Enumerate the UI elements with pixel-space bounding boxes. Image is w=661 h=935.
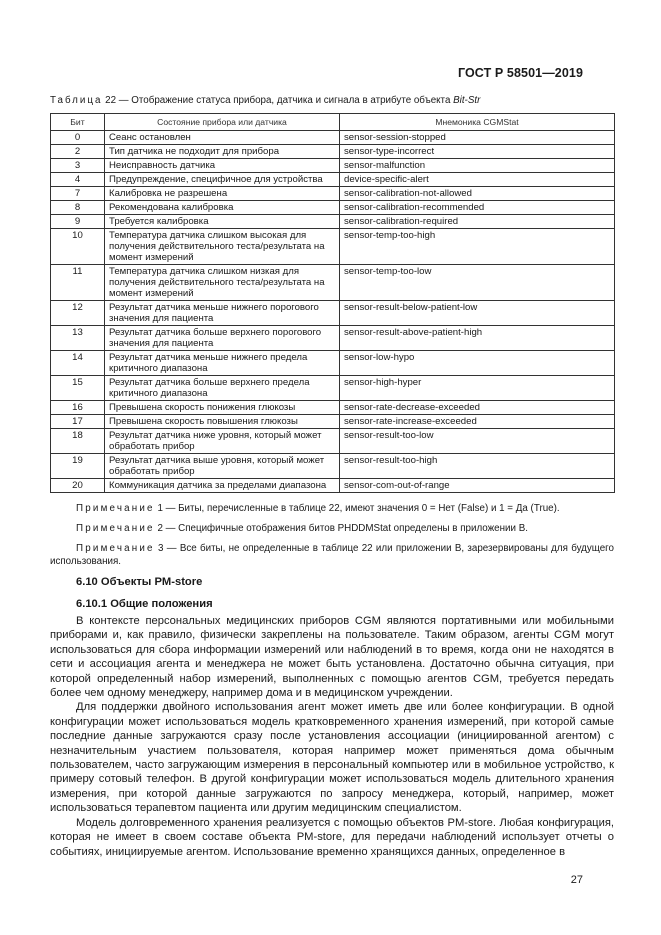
table-row [51,351,615,376]
column-header-mnemonic: Мнемоника CGMStat [340,114,615,131]
bit-cell: 7 [51,187,105,201]
notes-block [50,502,614,575]
mnemonic-cell: sensor-com-out-of-range [340,479,615,493]
mnemonic-cell: sensor-low-hypo [340,351,615,376]
note-2 [50,522,614,535]
state-cell: Сеанс остановлен [105,131,340,145]
mnemonic-cell: sensor-rate-increase-exceeded [340,415,615,429]
mnemonic-cell: sensor-calibration-recommended [340,201,615,215]
table-row [51,415,615,429]
bit-cell: 14 [51,351,105,376]
table-row [51,454,615,479]
table-row [51,145,615,159]
mnemonic-cell: sensor-result-above-patient-high [340,326,615,351]
paragraph-2: Для поддержки двойного использования агент может иметь две или более конфигурации. В одной конфигурации может использоваться модель кратковременного хранения измерений, при которой самые последние данные загружаются сразу после установления ассоциации (инициированной агентом) с незначительным участием пользователя, которая например может применяться дома обычным пользователем, часто загружающим измерения в персональный компьютер или в мобильное устройство, к примеру сотовый телефон. В другой конфигурации может использоваться модель длительного хранения измерения, при которой данные загружаются по запросу менеджера, который, например, может использоваться терапевтом пациента или другим медицинским специалистом. [50,701,614,815]
state-cell: Предупреждение, специфичное для устройства [105,173,340,187]
table-caption [50,95,480,106]
table-row [51,187,615,201]
note-label: Примечание [76,523,155,534]
table-caption-label: Таблица [50,95,103,106]
mnemonic-cell: sensor-result-too-low [340,429,615,454]
bit-cell: 15 [51,376,105,401]
bit-cell: 20 [51,479,105,493]
state-cell: Результат датчика больше верхнего предела критичного диапазона [105,376,340,401]
state-cell: Температура датчика слишком высокая для получения действительного теста/результата на момент измерений [105,229,340,265]
bit-cell: 19 [51,454,105,479]
note-text: 2 — Специфичные отображения битов PHDDMStat определены в приложении В. [154,523,528,534]
state-cell: Тип датчика не подходит для прибора [105,145,340,159]
table-row [51,131,615,145]
state-cell: Калибровка не разрешена [105,187,340,201]
table-caption-text: 22 — Отображение статуса прибора, датчика и сигнала в атрибуте объекта [102,95,454,106]
state-cell: Температура датчика слишком низкая для получения действительного теста/результата на момент измерений [105,265,340,301]
note-text: 1 — Биты, перечисленные в таблице 22, имеют значения 0 = Нет (False) и 1 = Да (True). [154,503,560,514]
column-header-bit: Бит [51,114,105,131]
table-row [51,215,615,229]
bit-cell: 18 [51,429,105,454]
page-number: 27 [570,874,583,886]
column-header-state: Состояние прибора или датчика [105,114,340,131]
state-cell: Результат датчика больше верхнего порогового значения для пациента [105,326,340,351]
table-row [51,401,615,415]
note-1 [50,502,614,515]
bit-cell: 2 [51,145,105,159]
note-text: 3 — Все биты, не определенные в таблице 22 или приложении В, зарезервированы для будущего использования. [50,543,614,567]
table-row [51,159,615,173]
state-cell: Результат датчика ниже уровня, который может обработать прибор [105,429,340,454]
mnemonic-cell: sensor-temp-too-low [340,265,615,301]
table-header-row [51,114,615,131]
bit-cell: 12 [51,301,105,326]
mnemonic-cell: sensor-result-below-patient-low [340,301,615,326]
subsection-heading: 6.10.1 Общие положения [76,598,213,610]
state-cell: Требуется калибровка [105,215,340,229]
body-text [50,614,614,859]
bit-cell: 9 [51,215,105,229]
mnemonic-cell: sensor-rate-decrease-exceeded [340,401,615,415]
table-row [51,326,615,351]
paragraph-1: В контексте персональных медицинских приборов CGM являются портативными или мобильными приборами и, как правило, физически закреплены на пользователе. Таким образом, агенты CGM могут использоваться для сбора информации измерений или наблюдений в то время, когда они не находятся в сети и ассоциация агента и менеджера не может быть установлена. Достаточно обычна ситуация, при которой определенный набор измерений, выполненных с помощью агентов CGM, требуется передать более чем одному менеджеру, например дома и в медицинском учреждении. [50,615,614,700]
bit-cell: 0 [51,131,105,145]
mnemonic-cell: device-specific-alert [340,173,615,187]
mnemonic-cell: sensor-calibration-not-allowed [340,187,615,201]
state-cell: Превышена скорость понижения глюкозы [105,401,340,415]
bit-cell: 13 [51,326,105,351]
state-cell: Неисправность датчика [105,159,340,173]
mnemonic-cell: sensor-temp-too-high [340,229,615,265]
section-heading: 6.10 Объекты PM-store [76,576,203,588]
mnemonic-cell: sensor-type-incorrect [340,145,615,159]
bit-cell: 8 [51,201,105,215]
state-cell: Результат датчика выше уровня, который может обработать прибор [105,454,340,479]
table-row [51,301,615,326]
state-cell: Превышена скорость повышения глюкозы [105,415,340,429]
table-row [51,229,615,265]
note-3 [50,542,614,568]
mnemonic-cell: sensor-session-stopped [340,131,615,145]
state-cell: Коммуникация датчика за пределами диапазона [105,479,340,493]
bit-cell: 16 [51,401,105,415]
mnemonic-cell: sensor-high-hyper [340,376,615,401]
bit-cell: 10 [51,229,105,265]
table-row [51,479,615,493]
table-row [51,429,615,454]
bit-cell: 4 [51,173,105,187]
table-caption-attribute: Bit-Str [453,95,481,106]
state-cell: Результат датчика меньше нижнего порогового значения для пациента [105,301,340,326]
bit-cell: 3 [51,159,105,173]
mnemonic-cell: sensor-calibration-required [340,215,615,229]
table-row [51,265,615,301]
mnemonic-cell: sensor-result-too-high [340,454,615,479]
note-label: Примечание [76,503,155,514]
table-row [51,201,615,215]
status-table [50,113,615,493]
note-label: Примечание [76,543,155,554]
bit-cell: 11 [51,265,105,301]
table-row [51,376,615,401]
state-cell: Рекомендована калибровка [105,201,340,215]
table-row [51,173,615,187]
paragraph-3: Модель долговременного хранения реализуется с помощью объектов PM-store. Любая конфигурация, которая не имеет в своем составе объекта PM-store, для передачи наблюдений использует отчеты о событиях, инициируемые агентом. Использование временно хранящихся данных, определенное в [50,816,614,858]
document-standard-number: ГОСТ Р 58501—2019 [457,66,583,80]
bit-cell: 17 [51,415,105,429]
state-cell: Результат датчика меньше нижнего предела критичного диапазона [105,351,340,376]
mnemonic-cell: sensor-malfunction [340,159,615,173]
